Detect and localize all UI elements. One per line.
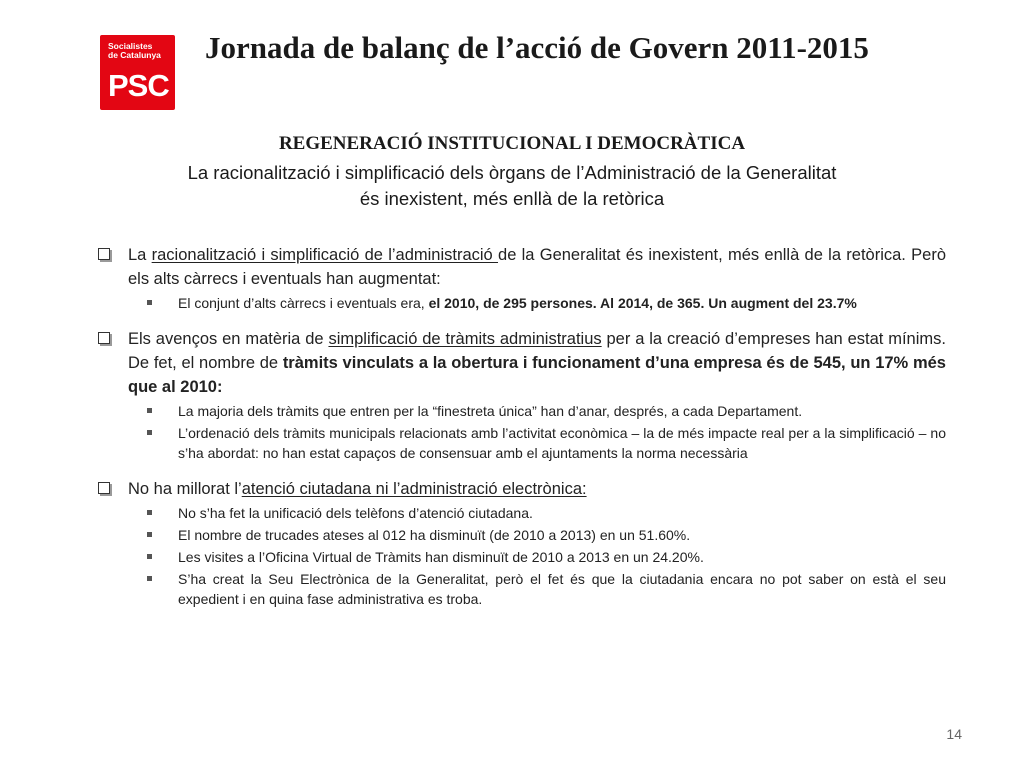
sub-bullet bbox=[98, 423, 946, 463]
sub-bullet bbox=[98, 293, 946, 313]
text-run: El conjunt d’alts càrrecs i eventuals era, bbox=[178, 295, 429, 311]
text-run: No s’ha fet la unificació dels telèfons d’atenció ciutadana. bbox=[178, 505, 533, 521]
underlined-text: simplificació de tràmits administratius bbox=[328, 330, 602, 348]
bullet-section bbox=[98, 327, 946, 463]
sub-bullet bbox=[98, 547, 946, 567]
psc-logo bbox=[100, 35, 175, 110]
square-bullet-icon bbox=[147, 554, 152, 559]
underlined-text: racionalització i simplificació de l’administració bbox=[151, 246, 499, 264]
square-bullet-icon bbox=[147, 300, 152, 305]
text-run: Les visites a l’Oficina Virtual de Tràmits han disminuït de 2010 a 2013 en un 24.20%. bbox=[178, 549, 704, 565]
text-run: S’ha creat la Seu Electrònica de la Generalitat, però el fet és que la ciutadania encara no pot saber on està el seu expedient i en quina fase administrativa es troba. bbox=[178, 571, 946, 607]
bullet-content bbox=[98, 243, 946, 623]
text-run: L’ordenació dels tràmits municipals relacionats amb l’activitat econòmica – la de més impacte real per a la simplificació – no s’ha abordat: no han estat capaços de consensuar amb el ajuntaments la norma necessària bbox=[178, 425, 946, 461]
bold-text: tràmits vinculats a la obertura i funcionament d’una empresa és de 545, un 17% més que al 2010: bbox=[128, 354, 946, 396]
intro-text bbox=[100, 160, 924, 212]
bullet-section bbox=[98, 243, 946, 313]
intro-line-2: és inexistent, més enllà de la retòrica bbox=[359, 188, 665, 209]
text-run: No ha millorat l’ bbox=[128, 480, 242, 498]
text-run: Els avenços en matèria de bbox=[128, 330, 329, 348]
checkbox-bullet-icon bbox=[98, 332, 110, 344]
text-run: de la Generalitat és inexistent, més enllà de la retòrica. Però els alts càrrecs i eventuals han augmentat: bbox=[128, 246, 947, 288]
underlined-text: atenció ciutadana ni l’administració electrònica: bbox=[241, 480, 587, 498]
logo-line-2: de Catalunya bbox=[108, 50, 161, 60]
main-bullet bbox=[98, 477, 946, 501]
sub-bullet bbox=[98, 503, 946, 523]
sub-bullet bbox=[98, 525, 946, 545]
text-run: per a la creació d’empreses han estat mínims. De fet, el nombre de bbox=[128, 330, 946, 372]
logo-line-1: Socialistes bbox=[108, 41, 153, 51]
intro-line-1: La racionalització i simplificació dels òrgans de l’Administració de la Generalitat bbox=[187, 162, 837, 183]
checkbox-bullet-icon bbox=[98, 248, 110, 260]
square-bullet-icon bbox=[147, 576, 152, 581]
bullet-section bbox=[98, 477, 946, 609]
sub-bullet bbox=[98, 569, 946, 609]
main-bullet bbox=[98, 243, 946, 291]
square-bullet-icon bbox=[147, 408, 152, 413]
text-run: La bbox=[128, 246, 152, 264]
square-bullet-icon bbox=[147, 430, 152, 435]
page-number: 14 bbox=[946, 726, 962, 742]
section-heading: REGENERACIÓ INSTITUCIONAL I DEMOCRÀTICA bbox=[278, 133, 746, 154]
main-bullet bbox=[98, 327, 946, 399]
checkbox-bullet-icon bbox=[98, 482, 110, 494]
square-bullet-icon bbox=[147, 532, 152, 537]
logo-mark: PSC bbox=[108, 68, 169, 103]
slide-title: Jornada de balanç de l’acció de Govern 2011-2015 bbox=[205, 30, 869, 65]
bold-text: el 2010, de 295 persones. Al 2014, de 365. Un augment del 23.7% bbox=[428, 295, 857, 311]
sub-bullet bbox=[98, 401, 946, 421]
text-run: La majoria dels tràmits que entren per la “finestreta única” han d’anar, després, a cada Departament. bbox=[178, 403, 803, 419]
text-run: El nombre de trucades ateses al 012 ha disminuït (de 2010 a 2013) en un 51.60%. bbox=[178, 527, 691, 543]
square-bullet-icon bbox=[147, 510, 152, 515]
